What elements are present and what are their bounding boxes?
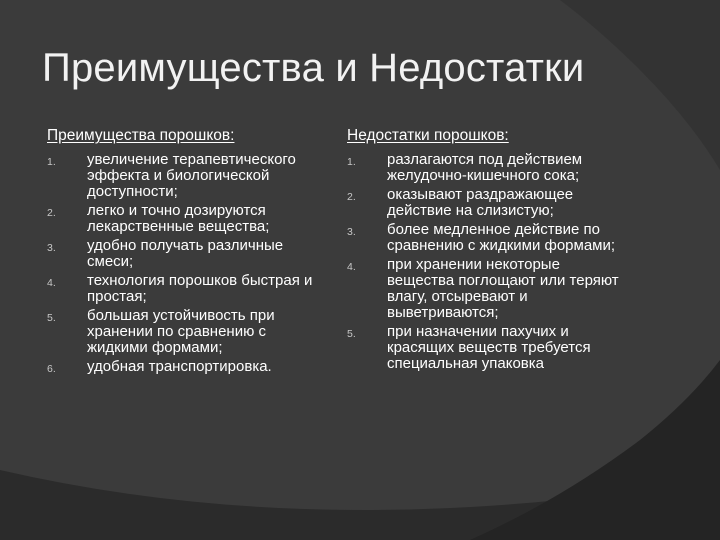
list-item (347, 152, 627, 184)
list-number: 3. (47, 242, 56, 254)
list-number: 1. (347, 156, 356, 168)
list-text: легко и точно дозируются лекарственные вещества; (87, 202, 270, 235)
list-item (47, 273, 327, 305)
list-item (47, 308, 327, 356)
advantages-column (47, 127, 327, 378)
list-item (47, 238, 327, 270)
list-text: большая устойчивость при хранении по сравнению с жидкими формами; (87, 307, 275, 356)
list-number: 2. (47, 207, 56, 219)
disadvantages-heading: Недостатки порошков: (347, 127, 509, 144)
list-number: 3. (347, 226, 356, 238)
list-item (347, 324, 627, 372)
disadvantages-list (347, 152, 627, 372)
list-text: более медленное действие по сравнению с жидкими формами; (387, 221, 616, 254)
slide-title: Преимущества и Недостатки (42, 46, 585, 90)
list-number: 5. (347, 328, 356, 340)
list-item (347, 222, 627, 254)
list-text: удобная транспортировка. (87, 358, 272, 375)
list-item (347, 257, 627, 321)
list-item (47, 203, 327, 235)
list-text: удобно получать различные смеси; (87, 237, 284, 270)
list-item (47, 359, 327, 375)
list-number: 4. (47, 277, 56, 289)
list-item (347, 187, 627, 219)
list-number: 4. (347, 261, 356, 273)
list-text: технология порошков быстрая и простая; (87, 272, 313, 305)
disadvantages-column (347, 127, 627, 375)
list-text: разлагаются под действием желудочно-кишечного сока; (387, 151, 583, 184)
list-text: оказывают раздражающее действие на слизистую; (387, 186, 574, 219)
list-number: 1. (47, 156, 56, 168)
list-number: 5. (47, 312, 56, 324)
list-number: 2. (347, 191, 356, 203)
list-number: 6. (47, 363, 56, 375)
list-item (47, 152, 327, 200)
list-text: при хранении некоторые вещества поглощают или теряют влагу, отсыревают и выветриваются; (387, 256, 619, 321)
list-text: при назначении пахучих и красящих веществ требуется специальная упаковка (387, 323, 591, 372)
advantages-list (47, 152, 327, 375)
advantages-heading: Преимущества порошков: (47, 127, 235, 144)
list-text: увеличение терапевтического эффекта и биологической доступности; (87, 151, 296, 200)
